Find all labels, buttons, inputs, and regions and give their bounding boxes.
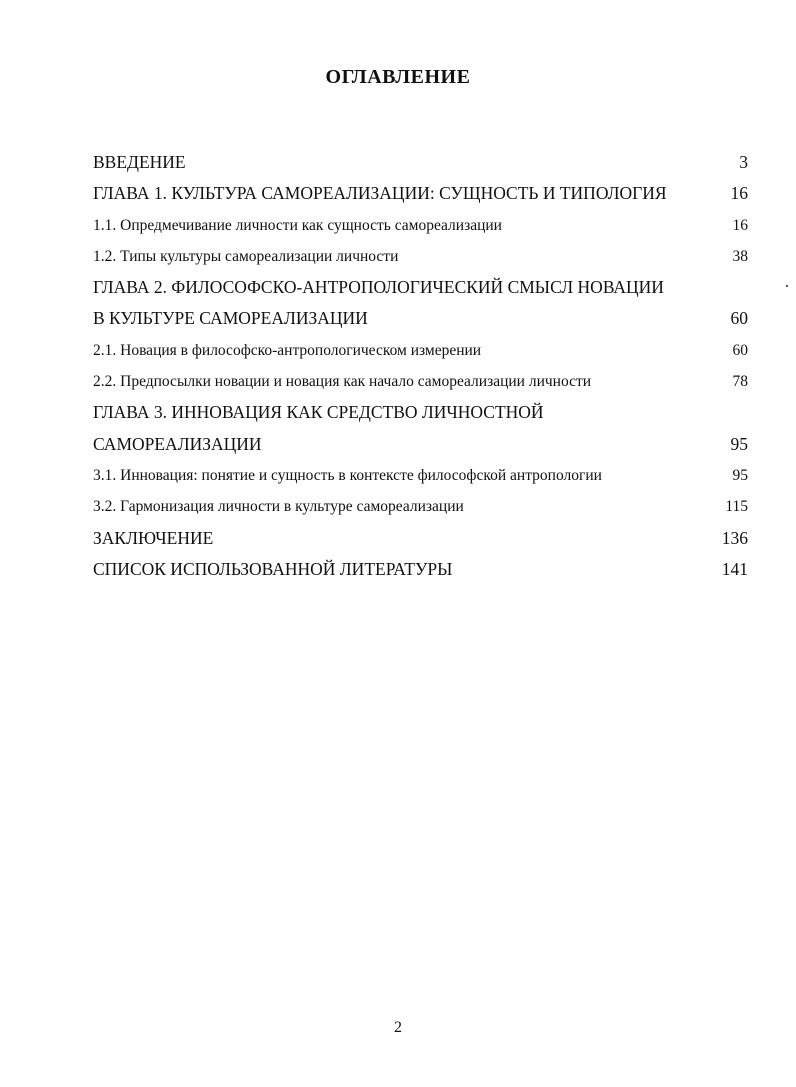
toc-entry-chapter-3[interactable]	[93, 397, 748, 428]
toc-entry-text: ГЛАВА 2. ФИЛОСОФСКО-АНТРОПОЛОГИЧЕСКИЙ СМЫСЛ НОВАЦИИ	[93, 277, 664, 298]
scan-speck	[786, 285, 788, 287]
toc-entry-chapter-3-continued[interactable]	[93, 429, 748, 460]
toc-entry-section-2-1[interactable]	[93, 335, 748, 366]
toc-entry-text: САМОРЕАЛИЗАЦИИ	[93, 433, 262, 454]
toc-entry-text: 2.2. Предпосылки новации и новация как начало самореализации личности	[93, 373, 592, 391]
table-of-contents	[93, 147, 748, 585]
toc-entry-text: 1.1. Опредмечивание личности как сущность самореализации	[93, 216, 502, 234]
toc-entry-page: 95	[732, 466, 748, 484]
toc-entry-bibliography[interactable]	[93, 554, 748, 585]
toc-entry-page: 95	[730, 433, 748, 454]
toc-entry-page: 16	[730, 183, 748, 204]
toc-entry-page: 115	[725, 498, 748, 516]
toc-entry-page: 60	[732, 341, 748, 359]
toc-entry-page: 38	[732, 247, 748, 265]
toc-entry-text: СПИСОК ИСПОЛЬЗОВАННОЙ ЛИТЕРАТУРЫ	[93, 558, 453, 579]
toc-entry-page: 3	[739, 152, 748, 172]
toc-entry-text: 1.2. Типы культуры самореализации личности	[93, 247, 399, 265]
toc-entry-section-3-1[interactable]	[93, 460, 748, 491]
toc-entry-page: 141	[721, 558, 748, 579]
toc-entry-section-1-2[interactable]	[93, 241, 748, 272]
toc-entry-page: 60	[730, 308, 748, 329]
toc-entry-page: 16	[732, 216, 748, 234]
toc-entry-section-1-1[interactable]	[93, 210, 748, 241]
toc-entry-text: 3.2. Гармонизация личности в культуре самореализации	[93, 498, 464, 516]
toc-entry-text: 2.1. Новация в философско-антропологическом измерении	[93, 341, 482, 359]
toc-entry-chapter-1[interactable]	[93, 178, 748, 209]
toc-entry-text: ГЛАВА 1. КУЛЬТУРА САМОРЕАЛИЗАЦИИ: СУЩНОСТЬ И ТИПОЛОГИЯ	[93, 183, 667, 204]
toc-entry-page: 136	[721, 527, 748, 548]
toc-entry-page: 78	[732, 373, 748, 391]
page-title: ОГЛАВЛЕНИЕ	[325, 66, 471, 88]
toc-entry-conclusion[interactable]	[93, 523, 748, 554]
toc-entry-text: 3.1. Инновация: понятие и сущность в контексте философской антропологии	[93, 466, 602, 484]
toc-entry-section-2-2[interactable]	[93, 366, 748, 397]
toc-entry-introduction[interactable]	[93, 147, 748, 178]
toc-entry-text: В КУЛЬТУРЕ САМОРЕАЛИЗАЦИИ	[93, 308, 368, 329]
toc-entry-text: ЗАКЛЮЧЕНИЕ	[93, 527, 214, 548]
toc-entry-section-3-2[interactable]	[93, 491, 748, 522]
toc-entry-text: ГЛАВА 3. ИННОВАЦИЯ КАК СРЕДСТВО ЛИЧНОСТНОЙ	[93, 402, 544, 423]
page-number: 2	[394, 1019, 402, 1036]
toc-entry-chapter-2-continued[interactable]	[93, 303, 748, 334]
toc-entry-chapter-2[interactable]	[93, 272, 748, 303]
toc-entry-text: ВВЕДЕНИЕ	[93, 152, 186, 172]
